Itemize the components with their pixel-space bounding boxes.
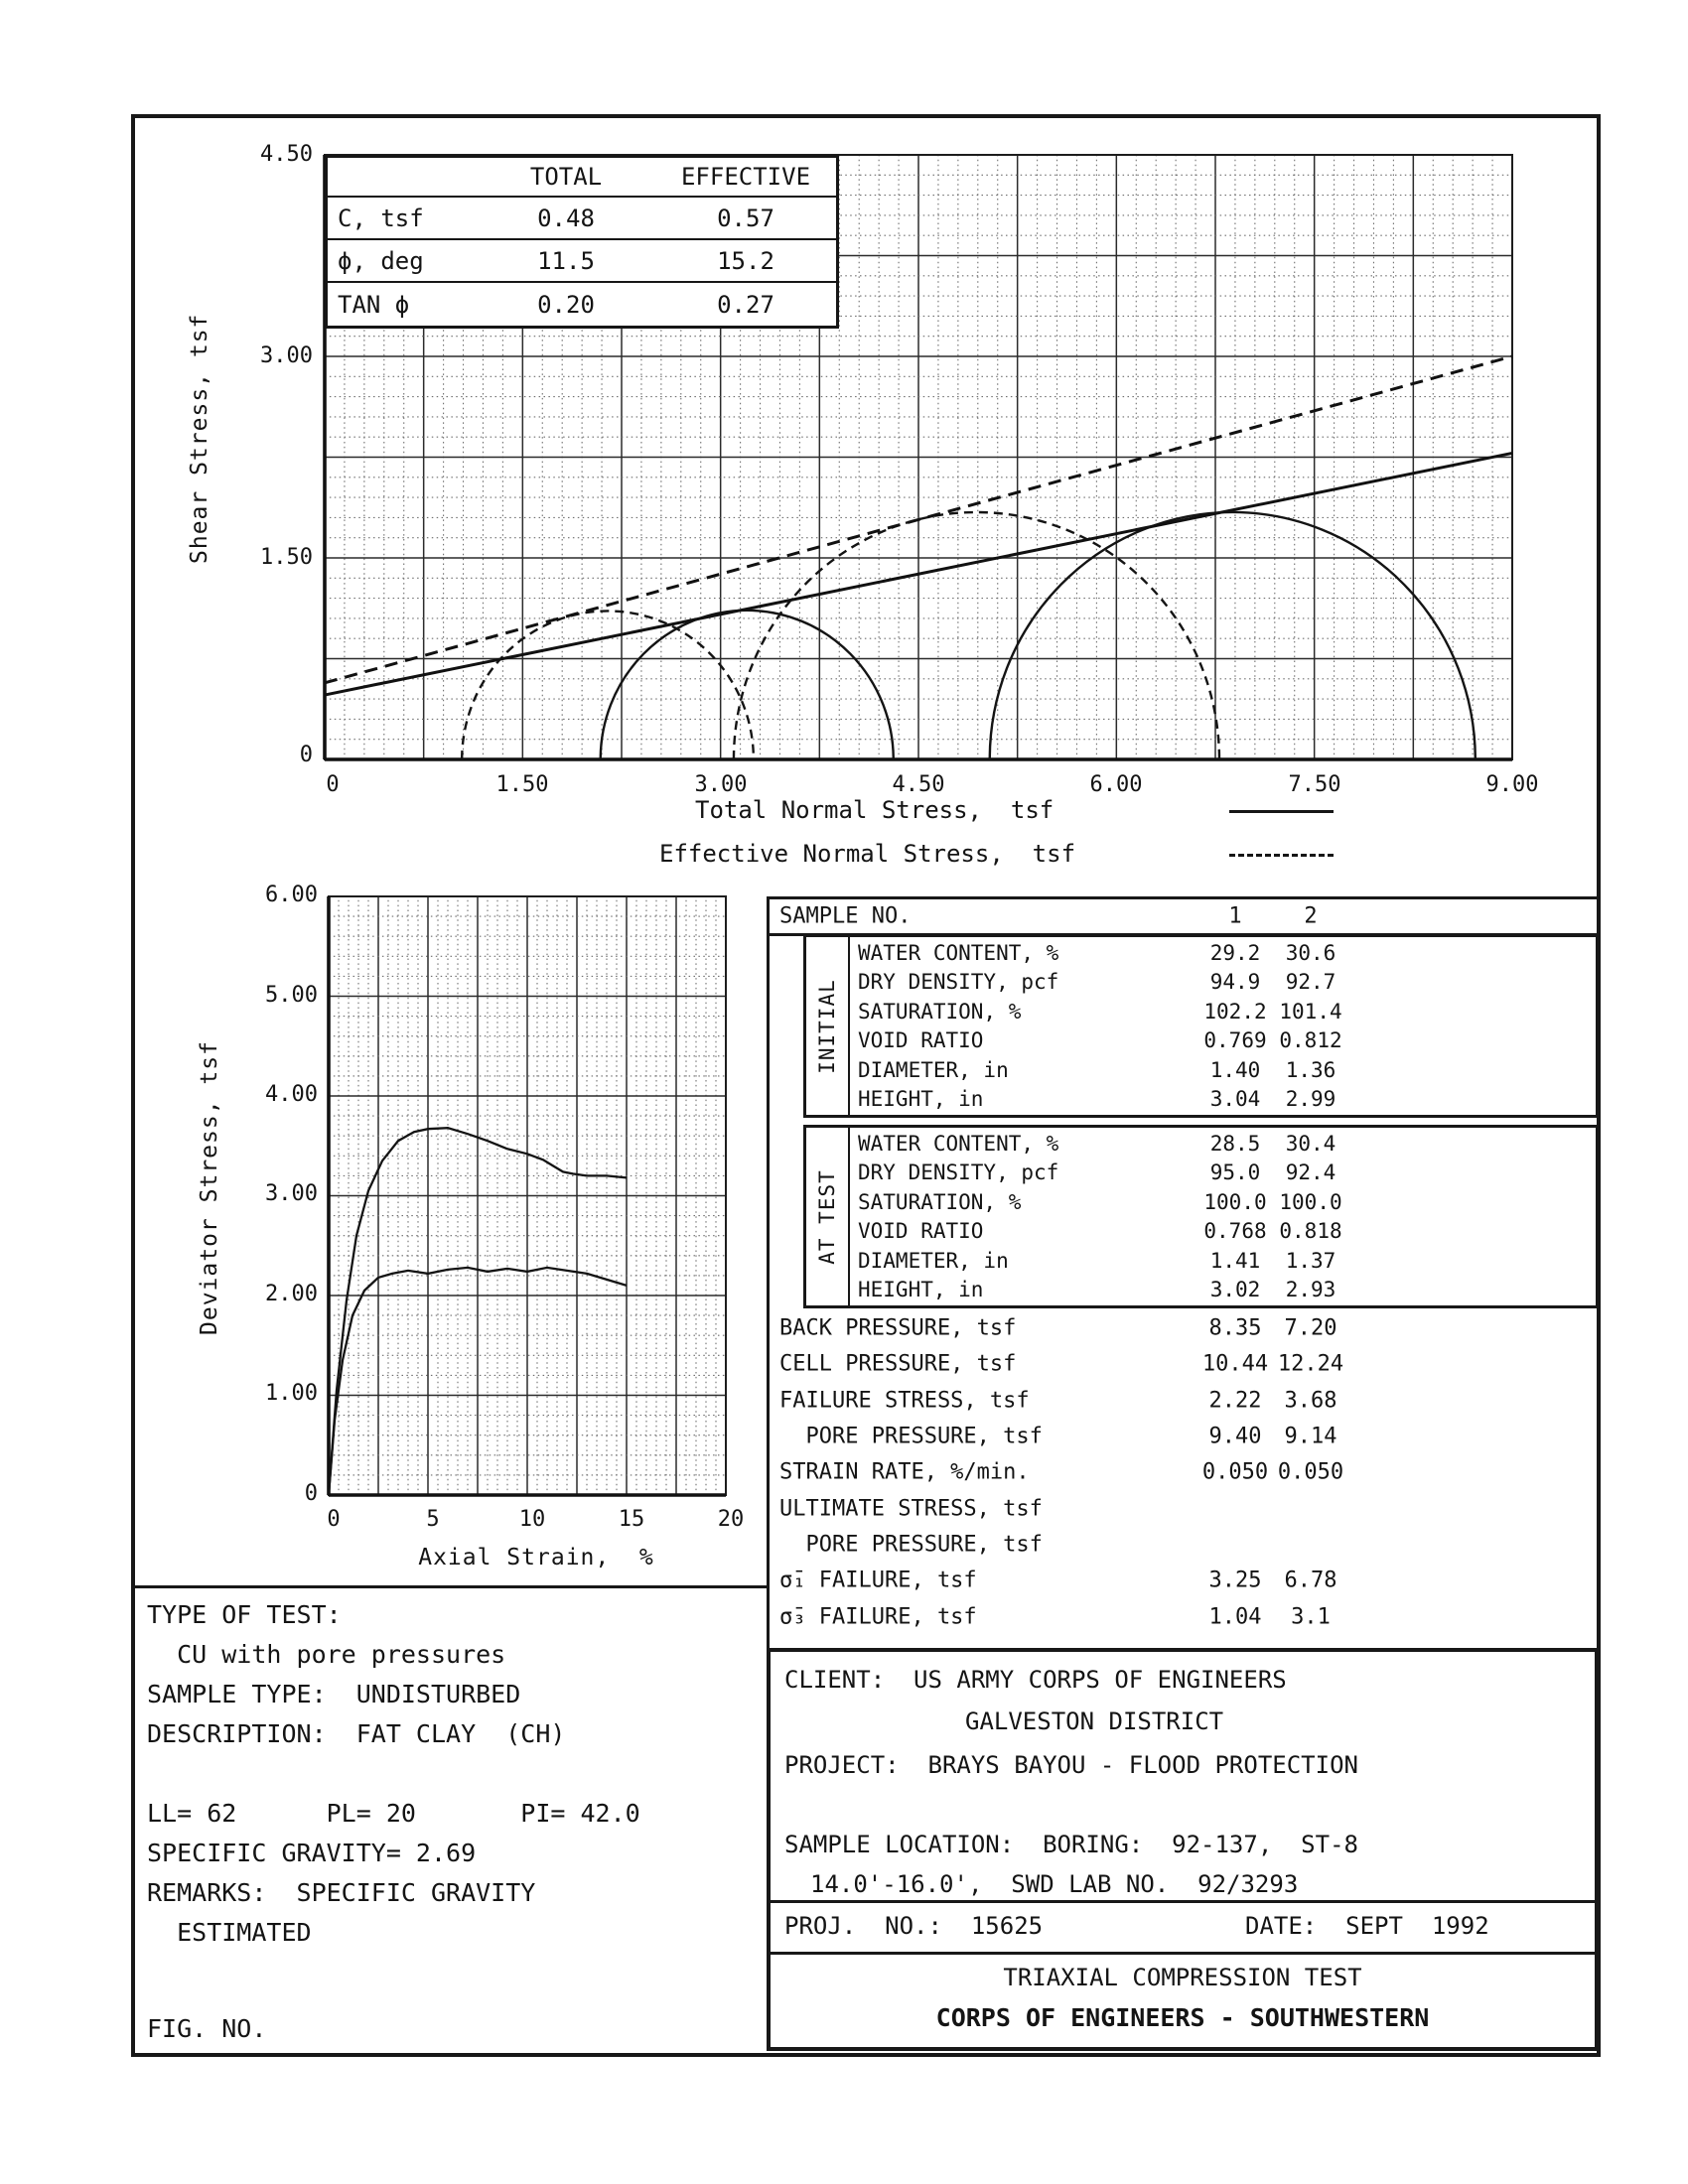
params-row-phi: ϕ, deg 11.5 15.2 bbox=[328, 240, 836, 283]
info-line: TYPE OF TEST: bbox=[147, 1600, 342, 1629]
table-row: PORE PRESSURE, tsf bbox=[779, 1532, 1043, 1558]
sample-location-line2: 14.0'-16.0', SWD LAB NO. 92/3293 bbox=[810, 1870, 1299, 1898]
table-row: WATER CONTENT, % 28.5 30.4 bbox=[858, 1131, 1336, 1156]
table-row: HEIGHT, in 3.02 2.93 bbox=[858, 1278, 1336, 1302]
ss-y-tick: 1.00 bbox=[265, 1381, 318, 1406]
sample-location-line: SAMPLE LOCATION: BORING: 92-137, ST-8 bbox=[784, 1831, 1358, 1858]
divider bbox=[771, 1900, 1595, 1903]
ss-x-axis-label: Axial Strain, % bbox=[418, 1545, 654, 1570]
ss-y-tick: 3.00 bbox=[265, 1181, 318, 1206]
ss-y-tick: 0 bbox=[304, 1481, 318, 1506]
col-header-effective: EFFECTIVE bbox=[680, 163, 811, 191]
mohr-x-tick: 0 bbox=[326, 772, 340, 797]
legend-total-label: Total Normal Stress, tsf bbox=[695, 796, 1055, 824]
at-test-side-label: AT TEST bbox=[806, 1128, 850, 1305]
ss-y-tick: 6.00 bbox=[265, 883, 318, 907]
ss-x-tick: 5 bbox=[426, 1507, 440, 1532]
table-row: WATER CONTENT, % 29.2 30.6 bbox=[858, 940, 1336, 965]
ss-x-tick: 0 bbox=[327, 1507, 341, 1532]
mohr-y-tick: 0 bbox=[299, 743, 313, 767]
sample1-header: 1 bbox=[1228, 903, 1242, 929]
test-title: TRIAXIAL COMPRESSION TEST bbox=[1003, 1964, 1362, 1991]
initial-side-label: INITIAL bbox=[806, 937, 850, 1115]
table-row: STRAIN RATE, %/min. 0.050 0.050 bbox=[779, 1459, 1344, 1485]
mohr-x-tick: 4.50 bbox=[892, 772, 945, 797]
table-row: CELL PRESSURE, tsf 10.44 12.24 bbox=[779, 1351, 1344, 1377]
ss-y-axis-label: Deviator Stress, tsf bbox=[197, 1040, 222, 1335]
params-row-cohesion: C, tsf 0.48 0.57 bbox=[328, 198, 836, 240]
params-header-row bbox=[328, 158, 836, 198]
stress-strain-chart bbox=[258, 864, 814, 1559]
mohr-x-tick: 1.50 bbox=[495, 772, 549, 797]
mohr-x-tick: 9.00 bbox=[1485, 772, 1539, 797]
ss-y-tick: 4.00 bbox=[265, 1082, 318, 1107]
report-date: DATE: SEPT 1992 bbox=[1245, 1912, 1489, 1940]
params-row-tanphi: TAN ϕ 0.20 0.27 bbox=[338, 290, 774, 319]
divider bbox=[771, 1952, 1595, 1955]
table-row: VOID RATIO 0.768 0.818 bbox=[858, 1219, 1342, 1244]
sample2-header: 2 bbox=[1304, 903, 1318, 929]
mohr-y-tick: 3.00 bbox=[260, 343, 313, 368]
info-line: REMARKS: SPECIFIC GRAVITY bbox=[147, 1878, 536, 1907]
table-row: σ̄₁ FAILURE, tsf 3.25 6.78 bbox=[779, 1568, 1337, 1593]
table-row: DIAMETER, in 1.41 1.37 bbox=[858, 1248, 1336, 1273]
info-line: LL= 62 PL= 20 PI= 42.0 bbox=[147, 1799, 640, 1828]
at-test-conditions-section bbox=[803, 1125, 1599, 1308]
strength-params-table bbox=[325, 155, 839, 329]
client-line: CLIENT: US ARMY CORPS OF ENGINEERS bbox=[784, 1666, 1287, 1694]
table-row: PORE PRESSURE, tsf 9.40 9.14 bbox=[779, 1424, 1337, 1449]
legend-effective-line bbox=[1229, 854, 1334, 857]
table-row: DIAMETER, in 1.40 1.36 bbox=[858, 1057, 1336, 1082]
ss-x-tick: 10 bbox=[518, 1507, 546, 1532]
project-number: PROJ. NO.: 15625 bbox=[784, 1912, 1044, 1940]
table-row: VOID RATIO 0.769 0.812 bbox=[858, 1028, 1342, 1053]
legend-total-line bbox=[1229, 810, 1334, 813]
ss-y-tick: 2.00 bbox=[265, 1282, 318, 1306]
sample-no-label: SAMPLE NO. bbox=[779, 903, 912, 929]
info-line: SAMPLE TYPE: UNDISTURBED bbox=[147, 1680, 521, 1708]
info-line: CU with pore pressures bbox=[147, 1640, 506, 1669]
info-line: SPECIFIC GRAVITY= 2.69 bbox=[147, 1839, 477, 1867]
table-row: HEIGHT, in 3.04 2.99 bbox=[858, 1087, 1336, 1112]
project-info-box bbox=[767, 1648, 1599, 2051]
mohr-x-tick: 7.50 bbox=[1288, 772, 1341, 797]
ss-x-tick: 15 bbox=[618, 1507, 645, 1532]
table-row: BACK PRESSURE, tsf 8.35 7.20 bbox=[779, 1315, 1337, 1341]
mohr-x-tick: 3.00 bbox=[694, 772, 748, 797]
legend-effective-label: Effective Normal Stress, tsf bbox=[659, 840, 1076, 868]
table-row: DRY DENSITY, pcf 95.0 92.4 bbox=[858, 1160, 1336, 1185]
table-row: ULTIMATE STRESS, tsf bbox=[779, 1496, 1043, 1522]
table-row: σ̄₃ FAILURE, tsf 1.04 3.1 bbox=[779, 1604, 1331, 1630]
test-info-box bbox=[135, 1585, 767, 2053]
table-row: SATURATION, % 100.0 100.0 bbox=[858, 1189, 1342, 1214]
mohr-y-tick: 1.50 bbox=[260, 545, 313, 570]
pressure-results-rows bbox=[767, 1310, 1599, 1635]
info-line: ESTIMATED bbox=[147, 1918, 312, 1947]
ss-x-tick: 20 bbox=[717, 1507, 745, 1532]
sample-number-header-row bbox=[767, 896, 1599, 936]
organization-title: CORPS OF ENGINEERS - SOUTHWESTERN bbox=[935, 2003, 1430, 2032]
table-row: FAILURE STRESS, tsf 2.22 3.68 bbox=[779, 1388, 1337, 1414]
figure-number-label: FIG. NO. bbox=[147, 2014, 267, 2043]
mohr-y-tick: 4.50 bbox=[260, 142, 313, 167]
table-row: SATURATION, % 102.2 101.4 bbox=[858, 999, 1342, 1024]
info-line bbox=[147, 1759, 767, 1799]
ss-y-tick: 5.00 bbox=[265, 983, 318, 1008]
client-district-line: GALVESTON DISTRICT bbox=[965, 1707, 1224, 1735]
mohr-y-axis-label: Shear Stress, tsf bbox=[187, 313, 212, 564]
col-header-total: TOTAL bbox=[529, 163, 603, 191]
mohr-x-tick: 6.00 bbox=[1089, 772, 1143, 797]
initial-conditions-section bbox=[803, 934, 1599, 1118]
info-line: DESCRIPTION: FAT CLAY (CH) bbox=[147, 1719, 566, 1748]
project-line: PROJECT: BRAYS BAYOU - FLOOD PROTECTION bbox=[784, 1751, 1358, 1779]
table-row: DRY DENSITY, pcf 94.9 92.7 bbox=[858, 970, 1336, 995]
